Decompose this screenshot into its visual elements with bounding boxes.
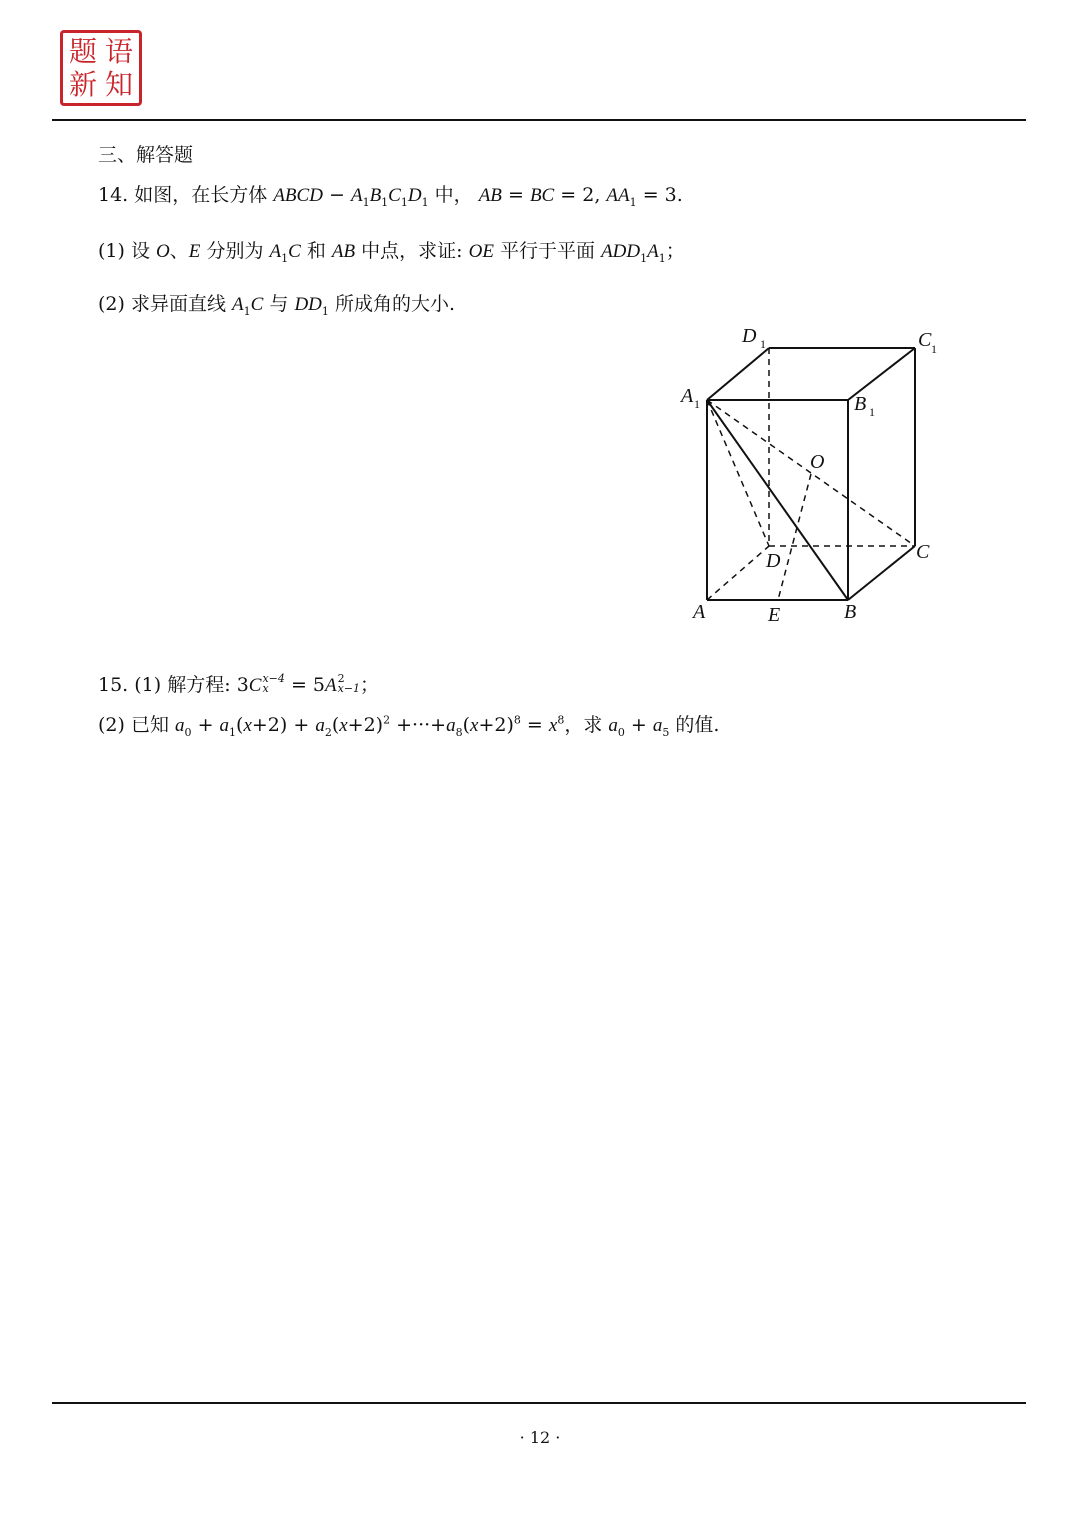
edge-AD-hidden [707, 546, 769, 600]
page-number: · 12 · [519, 1428, 561, 1447]
header-rule [52, 119, 1026, 121]
svg-text:1: 1 [760, 337, 766, 351]
label-C: C [916, 541, 930, 563]
label-A1: A [681, 385, 694, 407]
edge-A1D1 [707, 348, 769, 400]
q14-statement: 14. 如图，在长方体 ABCD − $A_1B_1C_1D_1$ 中， AB = BC = 2, $AA_1 = 3$. [98, 184, 683, 209]
label-B1: B [854, 393, 867, 415]
label-B: B [844, 601, 857, 623]
segment-OE-hidden [778, 474, 811, 600]
label-A: A [693, 601, 706, 623]
svg-text:1: 1 [931, 342, 937, 356]
label-E: E [768, 604, 781, 626]
q15-part1: 15. (1) 解方程: 3C x−4 x = 5A 2 x−1 ； [98, 672, 380, 696]
q14-part2: (2) 求异面直线 $A_1C$ 与 $DD_1$ 所成角的大小. [98, 293, 455, 318]
label-D: D [766, 550, 781, 572]
q15-part2: (2) 已知 $a_0 + a_1(x+2) + a_2(x+2)^2 +\cdot\cdot\cdot+a_8(x+2)^8 = x^8$，求 $a_0 + a_5$ 的值. [98, 713, 720, 739]
edge-BC [848, 546, 915, 600]
section-title: 三、解答题 [98, 144, 194, 166]
label-C1: C [918, 329, 932, 351]
logo-char: 题 [68, 34, 97, 68]
footer-rule [52, 1402, 1026, 1404]
cuboid-figure [680, 320, 960, 630]
svg-text:1: 1 [694, 397, 700, 411]
label-O: O [810, 451, 825, 473]
label-D1: D [742, 325, 757, 347]
logo-char: 知 [104, 67, 133, 101]
logo-char: 语 [104, 34, 133, 68]
logo-seal [60, 30, 142, 106]
svg-text:1: 1 [869, 405, 875, 419]
q14-part1: (1) 设 O、E 分别为 $A_1C$ 和 AB 中点，求证: OE 平行于平面 $ADD_1A_1$； [98, 240, 685, 265]
logo-char: 新 [68, 67, 97, 101]
